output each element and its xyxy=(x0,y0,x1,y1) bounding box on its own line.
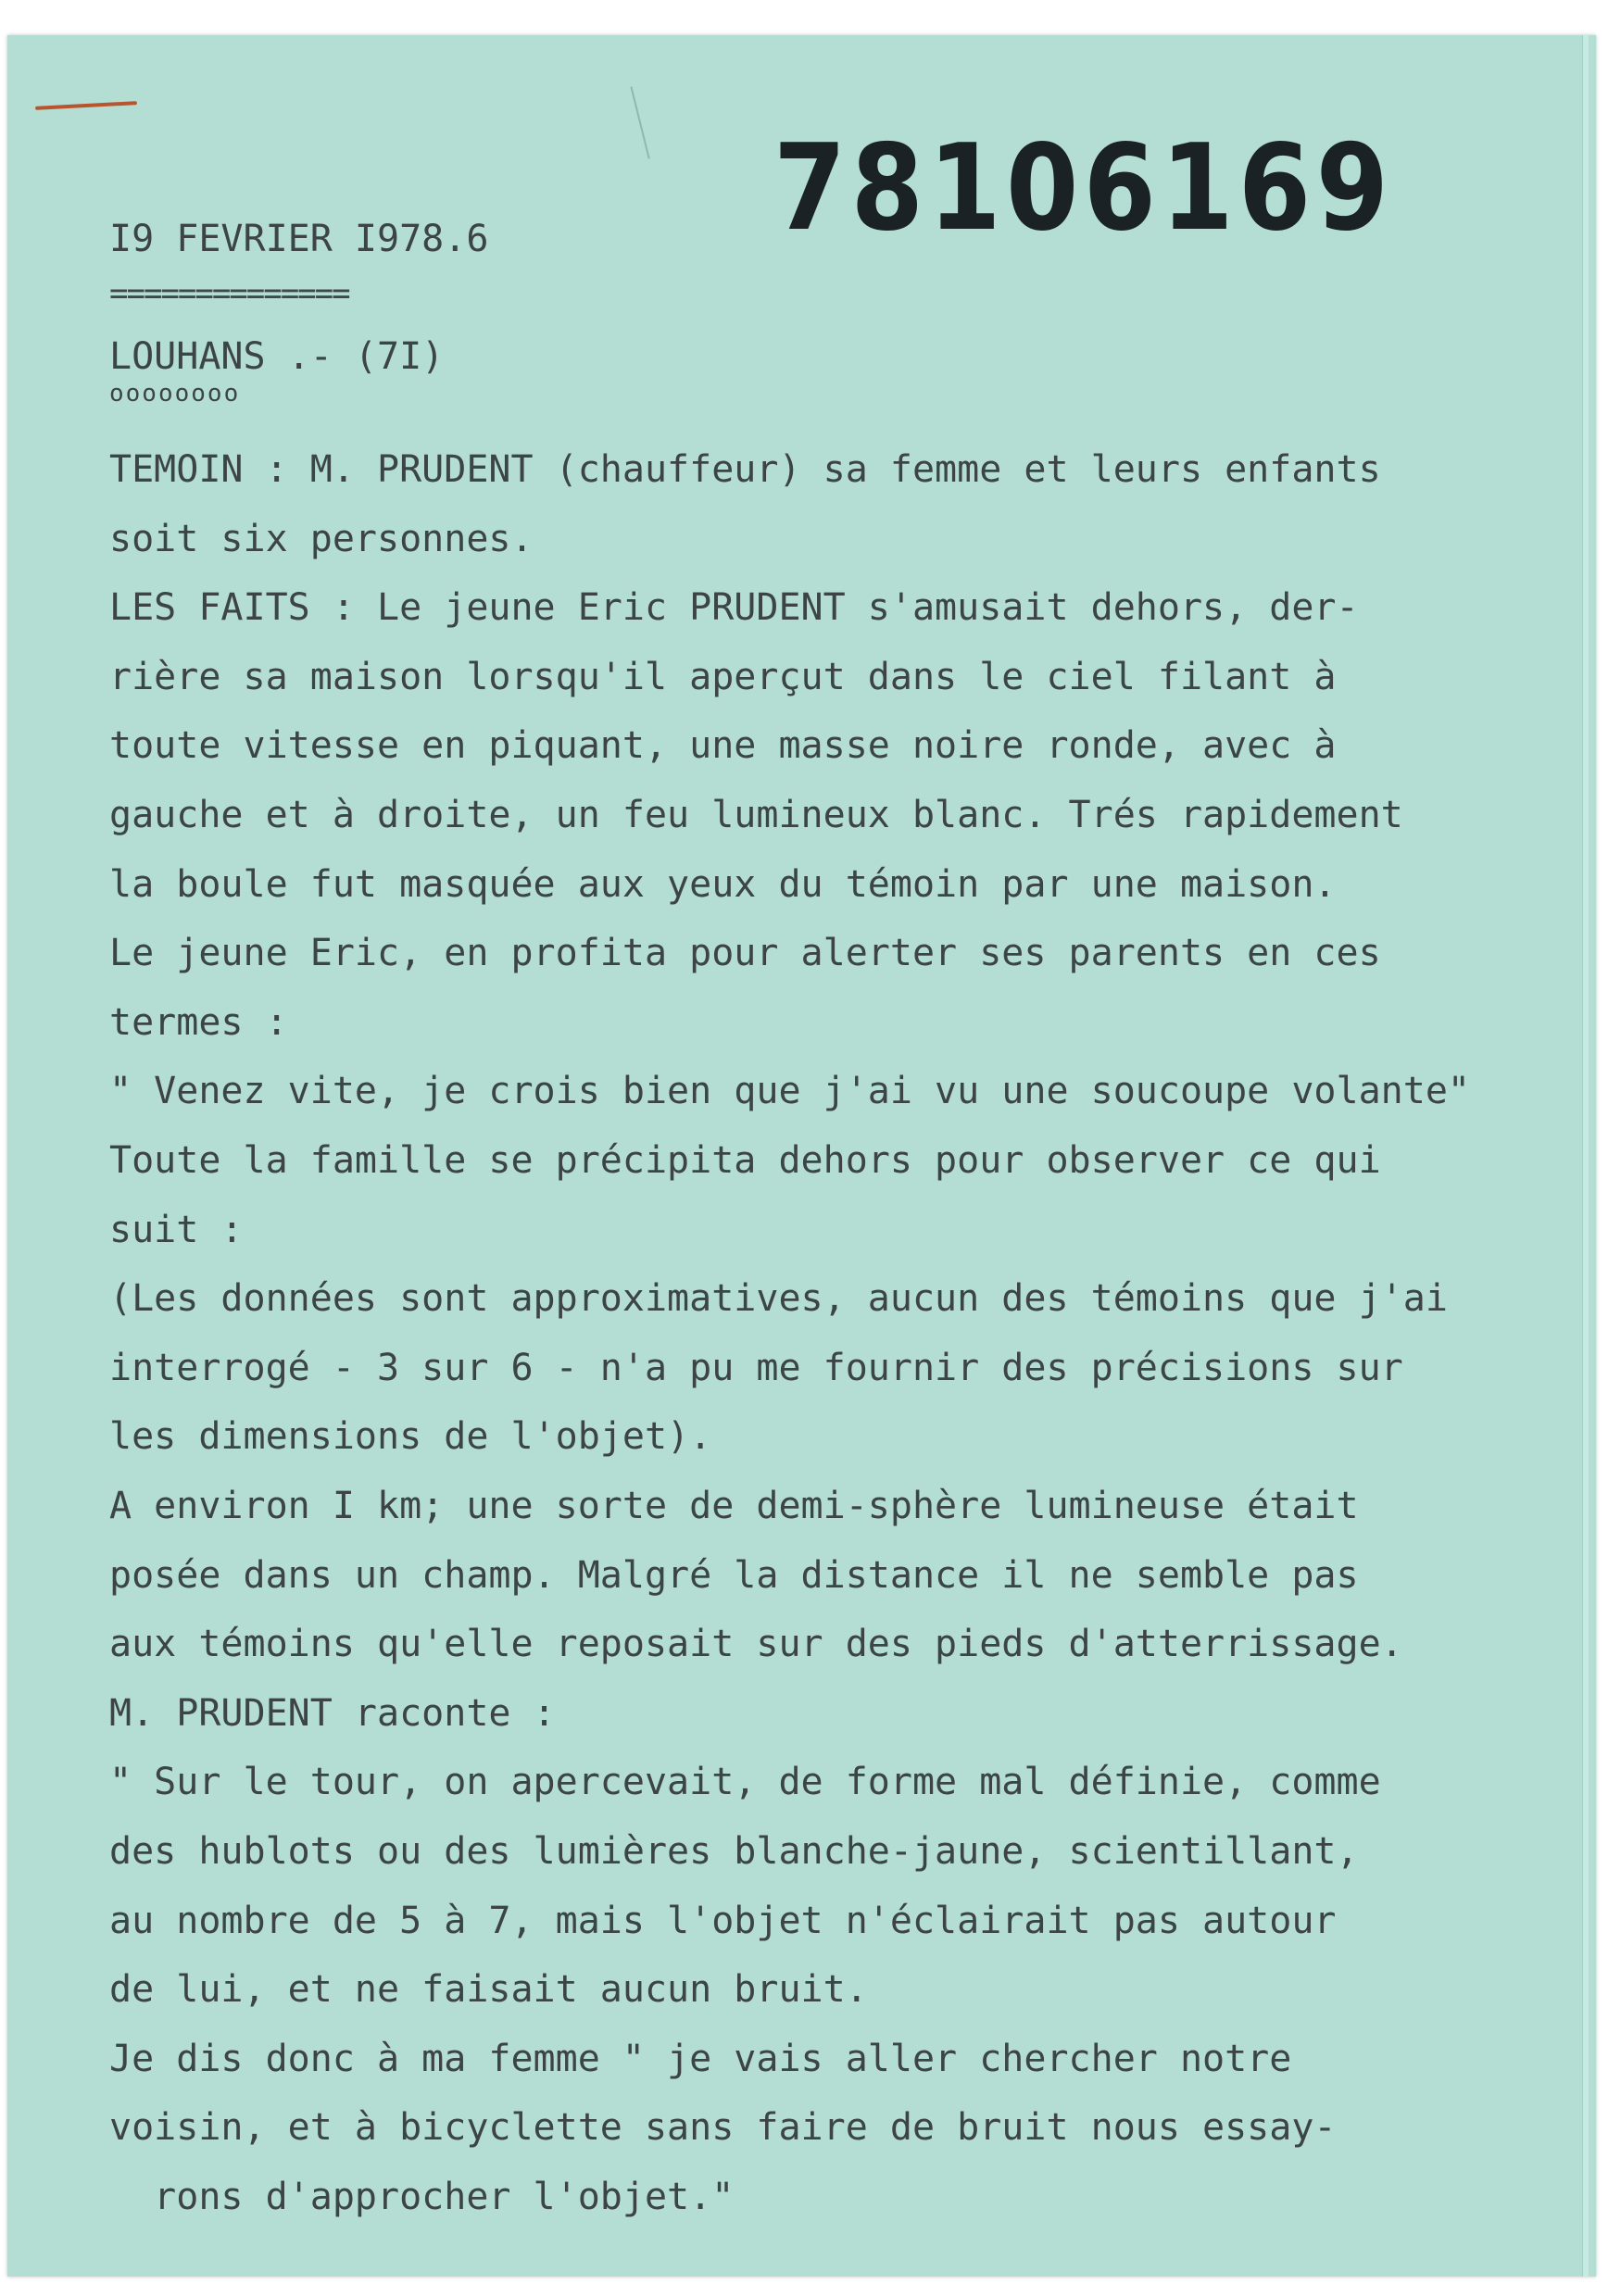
body-line: rière sa maison lorsqu'il aperçut dans le ciel filant à xyxy=(109,656,1337,698)
body-line: la boule fut masquée aux yeux du témoin par une maison. xyxy=(109,863,1337,906)
document-location: LOUHANS .- (7I) xyxy=(109,335,445,378)
body-line: " Venez vite, je crois bien que j'ai vu une soucoupe volante" xyxy=(109,1070,1471,1112)
body-line: soit six personnes. xyxy=(109,518,534,560)
body-line: suit : xyxy=(109,1209,244,1251)
body-line: interrogé - 3 sur 6 - n'a pu me fournir des précisions sur xyxy=(109,1347,1403,1389)
body-line: aux témoins qu'elle reposait sur des pieds d'atterrissage. xyxy=(109,1623,1403,1665)
body-line: gauche et à droite, un feu lumineux blanc. Trés rapidement xyxy=(109,794,1403,836)
body-line: LES FAITS : Le jeune Eric PRUDENT s'amusait dehors, der- xyxy=(109,586,1359,629)
document-date: I9 FEVRIER I978.6 xyxy=(109,218,489,260)
body-line: voisin, et à bicyclette sans faire de bruit nous essay- xyxy=(109,2106,1337,2149)
body-line: toute vitesse en piquant, une masse noire ronde, avec à xyxy=(109,724,1337,767)
body-line: A environ I km; une sorte de demi-sphère lumineuse était xyxy=(109,1485,1359,1527)
body-line: posée dans un champ. Malgré la distance il ne semble pas xyxy=(109,1554,1359,1597)
body-line: au nombre de 5 à 7, mais l'objet n'éclairait pas autour xyxy=(109,1900,1337,1942)
body-line: Je dis donc à ma femme " je vais aller chercher notre xyxy=(109,2038,1292,2080)
body-line: TEMOIN : M. PRUDENT (chauffeur) sa femme et leurs enfants xyxy=(109,448,1381,491)
location-underline: oooooooo xyxy=(109,380,241,408)
body-line: " Sur le tour, on apercevait, de forme mal définie, comme xyxy=(109,1761,1381,1803)
body-line: Le jeune Eric, en profita pour alerter ses parents en ces xyxy=(109,932,1381,974)
body-line: les dimensions de l'objet). xyxy=(109,1415,712,1458)
page-edge xyxy=(1582,35,1589,2277)
body-line: termes : xyxy=(109,1001,288,1044)
reference-number-stamp: 78106169 xyxy=(773,119,1394,257)
body-line: des hublots ou des lumières blanche-jaune, scientillant, xyxy=(109,1830,1359,1873)
body-line: M. PRUDENT raconte : xyxy=(109,1692,556,1735)
date-underline: ============== xyxy=(109,275,349,312)
body-line: (Les données sont approximatives, aucun des témoins que j'ai xyxy=(109,1277,1448,1320)
body-line: de lui, et ne faisait aucun bruit. xyxy=(109,1968,868,2011)
body-line: Toute la famille se précipita dehors pour observer ce qui xyxy=(109,1139,1381,1182)
body-line: rons d'approcher l'objet." xyxy=(109,2176,735,2218)
